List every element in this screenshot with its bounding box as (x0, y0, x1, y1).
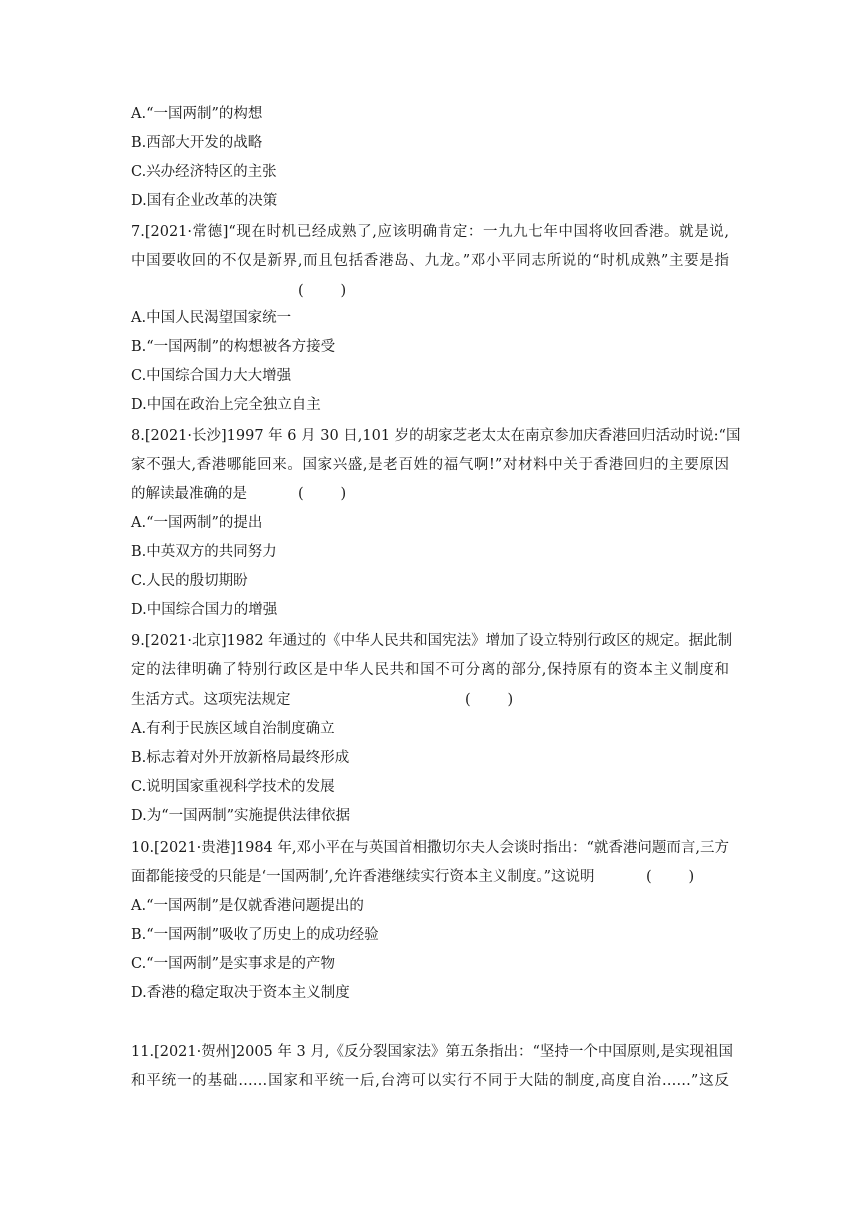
q6-option-d: D.国有企业改革的决策 (131, 193, 278, 209)
q9-stem-line-1: 9.[2021·北京]1982 年通过的《中华人民共和国宪法》增加了设立特别行政区的规定。据此制 (131, 633, 733, 649)
q6-option-a: A.“一国两制”的构想 (131, 106, 263, 122)
q7-stem-line-2: 中国要收回的不仅是新界,而且包括香港岛、九龙。”邓小平同志所说的“时机成熟”主要是指 (131, 253, 729, 269)
q9-answer-bracket: ( ) (465, 692, 514, 708)
q10-option-c: C.“一国两制”是实事求是的产物 (131, 956, 336, 972)
q10-option-d: D.香港的稳定取决于资本主义制度 (131, 985, 350, 1001)
q11-stem-line-2: 和平统一的基础……国家和平统一后,台湾可以实行不同于大陆的制度,高度自治……”这反 (131, 1073, 729, 1089)
q8-option-a: A.“一国两制”的提出 (131, 515, 263, 531)
q8-answer-bracket: ( ) (298, 486, 347, 502)
q10-option-a: A.“一国两制”是仅就香港问题提出的 (131, 898, 364, 914)
q7-option-a: A.中国人民渴望国家统一 (131, 310, 292, 326)
q9-stem-line-2: 定的法律明确了特别行政区是中华人民共和国不可分离的部分,保持原有的资本主义制度和 (131, 662, 729, 678)
q7-answer-bracket: ( ) (298, 283, 347, 299)
q8-option-c: C.人民的殷切期盼 (131, 573, 248, 589)
q9-option-a: A.有利于民族区域自治制度确立 (131, 721, 335, 737)
q9-option-b: B.标志着对外开放新格局最终形成 (131, 750, 350, 766)
q7-stem-line-1: 7.[2021·常德]“现在时机已经成熟了,应该明确肯定：一九九七年中国将收回香港。就是说, (131, 224, 729, 240)
q10-stem-line-2: 面都能接受的只能是‘一国两制’,允许香港继续实行资本主义制度。”这说明 (131, 869, 595, 885)
q7-option-c: C.中国综合国力大大增强 (131, 368, 292, 384)
q7-option-d: D.中国在政治上完全独立自主 (131, 397, 321, 413)
q8-stem-line-3: 的解读最准确的是 (131, 486, 247, 502)
q6-option-b: B.西部大开发的战略 (131, 135, 263, 151)
q10-answer-bracket: ( ) (646, 869, 695, 885)
q10-stem-line-1: 10.[2021·贵港]1984 年,邓小平在与英国首相撒切尔夫人会谈时指出：“就香港问题而言,三方 (131, 840, 730, 856)
q11-stem-line-1: 11.[2021·贺州]2005 年 3 月,《反分裂国家法》第五条指出：“坚持一个中国原则,是实现祖国 (131, 1044, 733, 1060)
q8-stem-line-1: 8.[2021·长沙]1997 年 6 月 30 日,101 岁的胡家芝老太太在南京参加庆香港回归活动时说:“国 (131, 428, 741, 444)
q10-option-b: B.“一国两制”吸收了历史上的成功经验 (131, 927, 379, 943)
q9-stem-line-3: 生活方式。这项宪法规定 (131, 692, 291, 708)
q6-option-c: C.兴办经济特区的主张 (131, 164, 277, 180)
q8-option-b: B.中英双方的共同努力 (131, 544, 277, 560)
q9-option-c: C.说明国家重视科学技术的发展 (131, 779, 335, 795)
q9-option-d: D.为“一国两制”实施提供法律依据 (131, 808, 351, 824)
q8-option-d: D.中国综合国力的增强 (131, 602, 278, 618)
q8-stem-line-2: 家不强大,香港哪能回来。国家兴盛,是老百姓的福气啊!”对材料中关于香港回归的主要原因 (131, 457, 729, 473)
q7-option-b: B.“一国两制”的构想被各方接受 (131, 339, 336, 355)
